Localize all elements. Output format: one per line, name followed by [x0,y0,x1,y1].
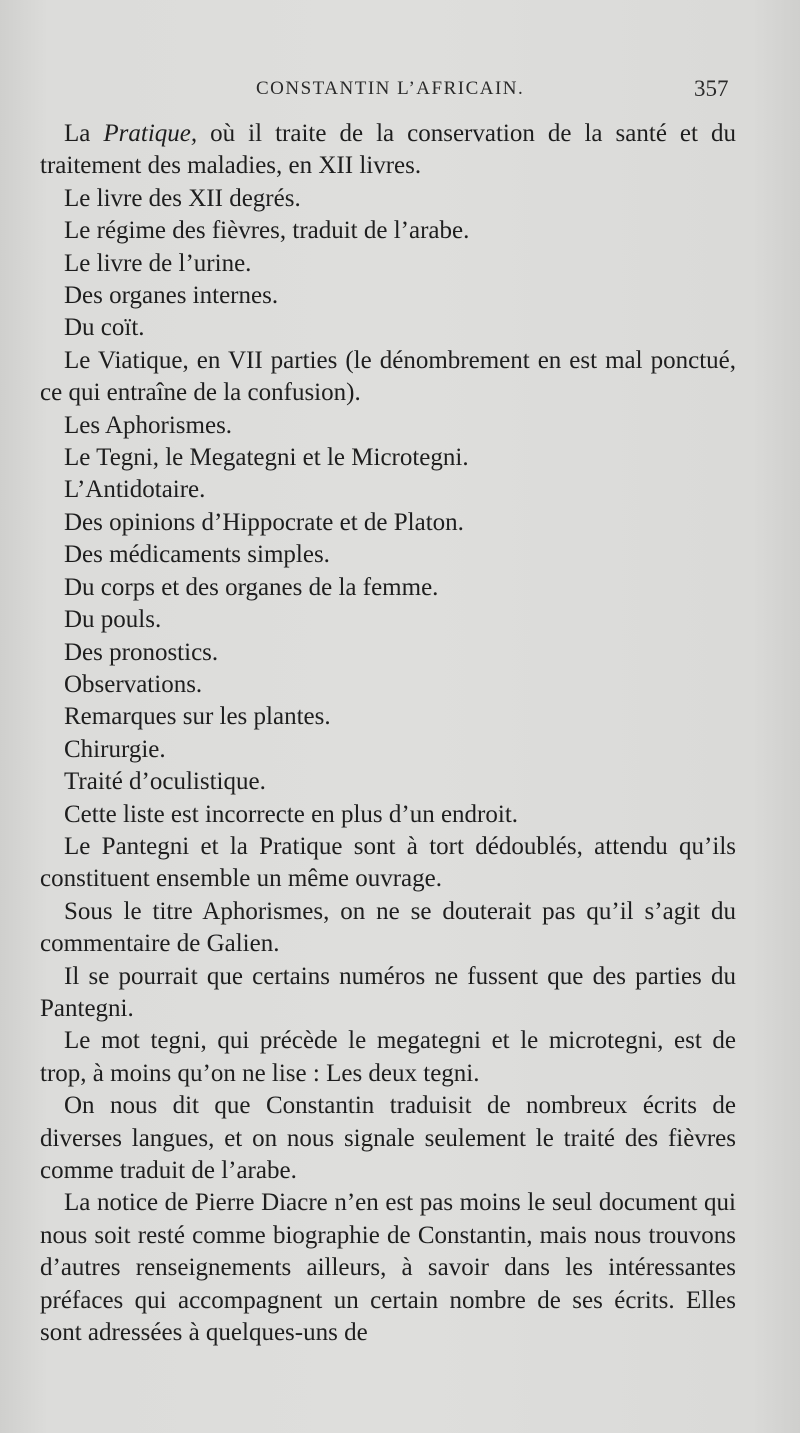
list-item: Des organes internes. [64,282,279,310]
list-item: Le régime des fièvres, traduit de l’arabe. [64,217,470,245]
list-item: Traité d’oculistique. [64,768,266,796]
body-text [40,118,736,1349]
list-item: Du pouls. [64,606,162,634]
list-item: Des pronostics. [64,638,219,666]
list-item [40,118,736,183]
running-title: CONSTANTIN L’AFRICAIN. [256,78,525,99]
lead-text: La [64,120,104,147]
list-item: Des opinions d’Hippocrate et de Platon. [64,508,464,536]
list-item: Chirurgie. [64,735,166,763]
page-number: 357 [694,76,729,101]
paragraph: La notice de Pierre Diacre n’en est pas moins le seul document qui nous soit resté comme biographie de Constantin, mais nous trouvons d’autres renseignements ailleurs, à savoir dans les intéressantes préfaces qui accompagnent un certain nombre de ses écrits. Elles sont adressées à quelques-uns de [40,1189,736,1347]
list-item: Remarques sur les plantes. [64,703,331,731]
list-item: Le Tegni, le Megategni et le Microtegni. [64,444,469,472]
list-item: Des médicaments simples. [64,541,330,569]
paragraph: Cette liste est incorrecte en plus d’un endroit. [64,800,519,828]
paragraph: Le mot tegni, qui précède le megategni et le microtegni, est de trop, à moins qu’on ne lise : Les deux tegni. [40,1027,736,1087]
list-item: Le livre des XII degrés. [64,184,301,212]
italic-title: Pratique, [103,120,198,147]
list-item: Du corps et des organes de la femme. [64,573,439,601]
list-item: Les Aphorismes. [64,411,233,439]
list-item: Du coït. [64,314,145,342]
list-item: Observations. [64,670,203,698]
list-item: L’Antidotaire. [64,476,206,504]
paragraph: Sous le titre Aphorismes, on ne se douterait pas qu’il s’agit du commentaire de Galien. [40,897,736,958]
paragraph: On nous dit que Constantin traduisit de nombreux écrits de diverses langues, et on nous signale seulement le traité des fièvres comme traduit de l’arabe. [40,1092,736,1184]
paragraph: Le Pantegni et la Pratique sont à tort dédoublés, attendu qu’ils constituent ensemble un même ouvrage. [40,832,736,893]
list-item: Le livre de l’urine. [64,249,252,277]
paragraph: Il se pourrait que certains numéros ne fussent que des parties du Pantegni. [40,962,736,1022]
lead-rest: où il traite de la conservation de la santé et du traitement des maladies, en XII livres. [40,120,736,180]
page-header [0,76,800,106]
list-item: Le Viatique, en VII parties (le dénombrement en est mal ponctué, ce qui entraîne de la confusion). [40,346,736,407]
